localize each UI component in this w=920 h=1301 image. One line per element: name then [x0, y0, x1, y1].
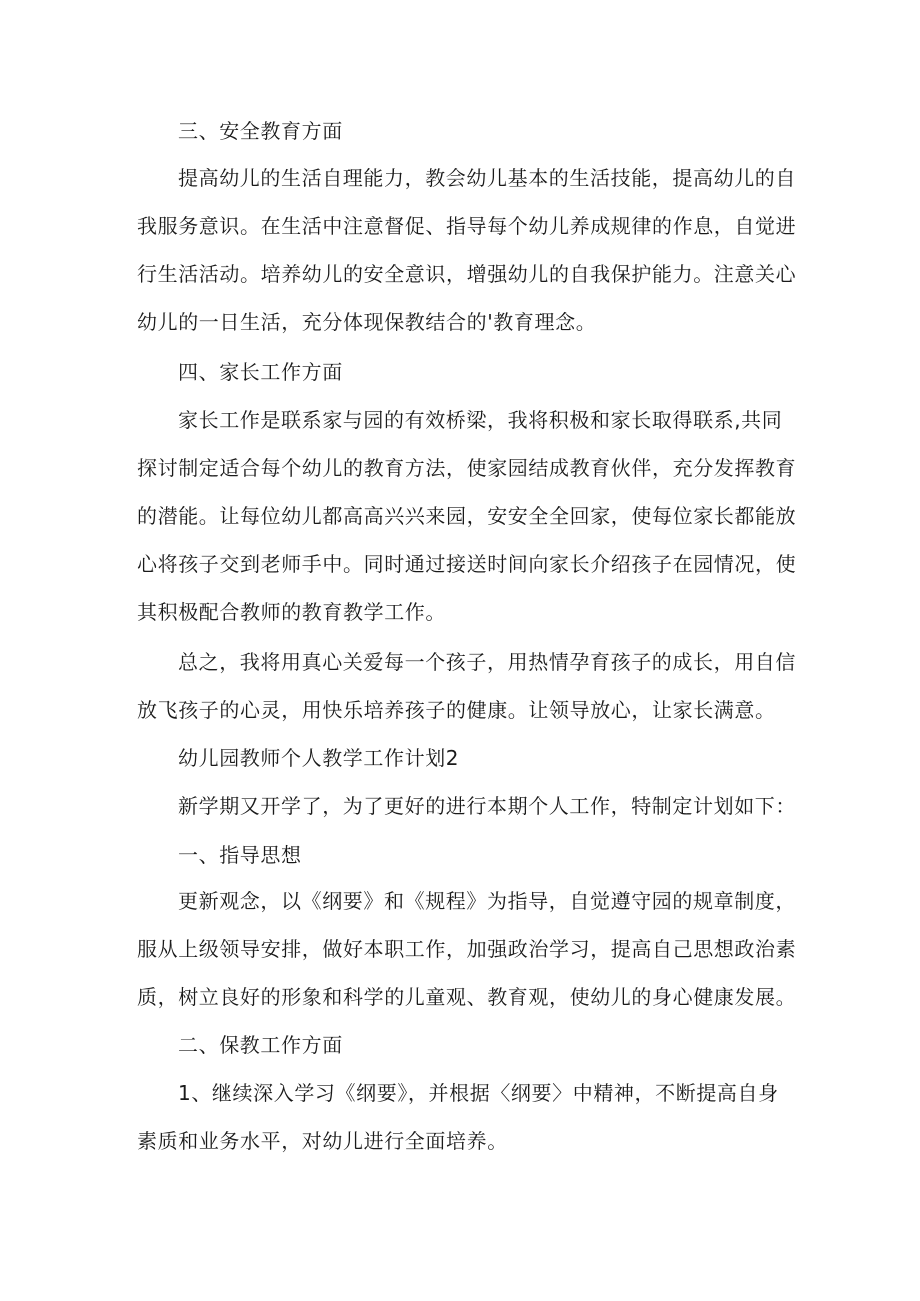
paragraph-line: 总之，我将用真心关爱每一个孩子，用热情孕育孩子的成长，用自信 — [178, 650, 796, 674]
section-heading-parent-work: 四、家长工作方面 — [178, 360, 343, 384]
paragraph-line: 其积极配合教师的教育教学工作。 — [137, 600, 446, 624]
paragraph-line: 家长工作是联系家与园的有效桥梁，我将积极和家长取得联系,共同 — [178, 408, 783, 432]
paragraph-line: 放飞孩子的心灵，用快乐培养孩子的健康。让领导放心，让家长满意。 — [137, 698, 776, 722]
section-heading-safety-education: 三、安全教育方面 — [178, 119, 343, 143]
section-heading-guiding-thought: 一、指导思想 — [178, 843, 302, 867]
paragraph-line: 1、继续深入学习《纲要》，并根据〈纲要〉中精神，不断提高自身 — [178, 1081, 779, 1105]
paragraph-line: 素质和业务水平，对幼儿进行全面培养。 — [137, 1129, 508, 1153]
paragraph-line: 幼儿的一日生活，充分体现保教结合的'教育理念。 — [137, 310, 597, 334]
paragraph-line: 服从上级领导安排，做好本职工作，加强政治学习，提高自己思想政治素 — [137, 937, 797, 961]
section-heading-care-education: 二、保教工作方面 — [178, 1033, 343, 1057]
paragraph-line: 我服务意识。在生活中注意督促、指导每个幼儿养成规律的作息，自觉进 — [137, 214, 797, 238]
paragraph-line: 更新观念，以《纲要》和《规程》为指导，自觉遵守园的规章制度， — [178, 889, 796, 913]
paragraph-line: 新学期又开学了，为了更好的进行本期个人工作，特制定计划如下： — [178, 794, 796, 818]
paragraph-line: 心将孩子交到老师手中。同时通过接送时间向家长介绍孩子在园情况，使 — [137, 552, 797, 576]
paragraph-line: 提高幼儿的生活自理能力，教会幼儿基本的生活技能，提高幼儿的自 — [178, 166, 796, 190]
paragraph-line: 的潜能。让每位幼儿都高高兴兴来园，安安全全回家，使每位家长都能放 — [137, 504, 797, 528]
document-subtitle: 幼儿园教师个人教学工作计划2 — [178, 746, 460, 770]
paragraph-line: 行生活活动。培养幼儿的安全意识，增强幼儿的自我保护能力。注意关心 — [137, 262, 797, 286]
paragraph-line: 探讨制定适合每个幼儿的教育方法，使家园结成教育伙伴，充分发挥教育 — [137, 456, 797, 480]
paragraph-line: 质，树立良好的形象和科学的儿童观、教育观，使幼儿的身心健康发展。 — [137, 985, 797, 1009]
